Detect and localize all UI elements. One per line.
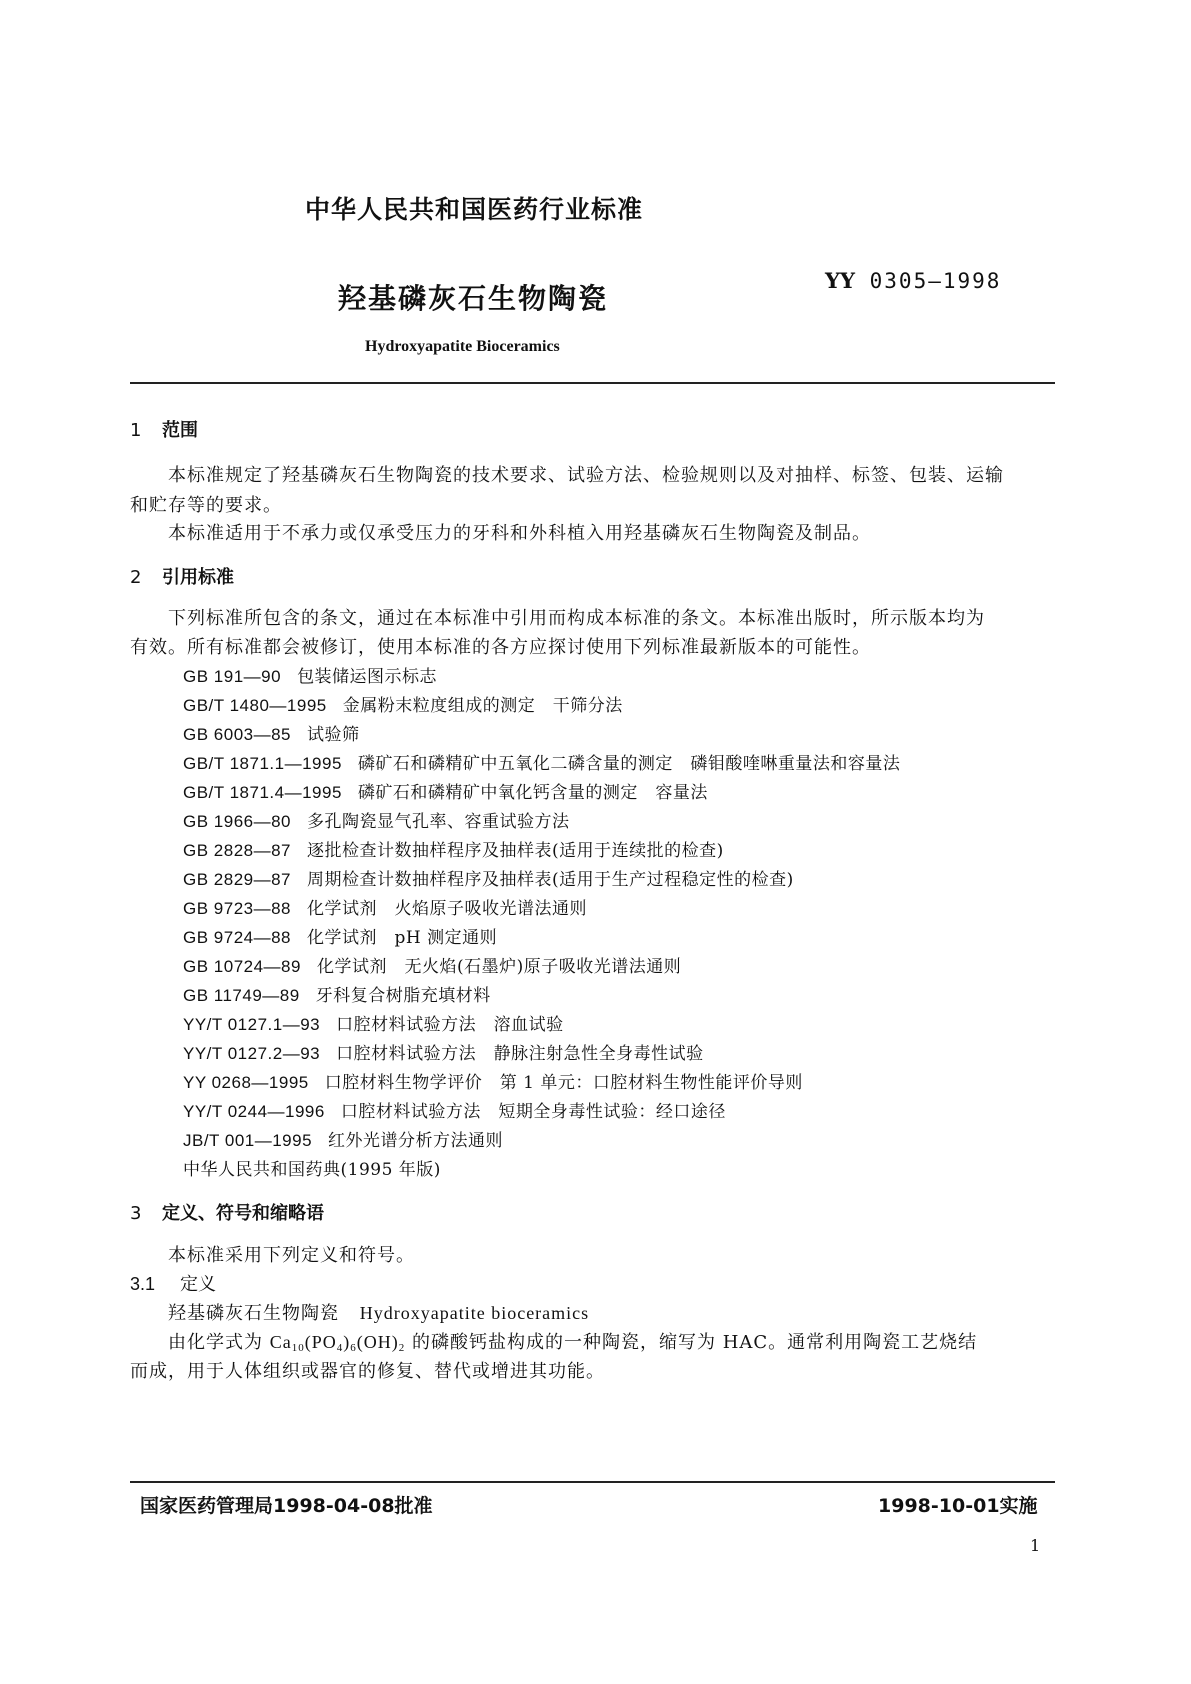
reference-code: JB/T 001—1995 [183,1131,313,1150]
reference-code: GB 11749—89 [183,986,300,1005]
formula-part: (PO [304,1332,337,1352]
section-3-heading [130,1199,324,1225]
reference-name: 化学试剂 无火焰(石墨炉)原子吸收光谱法通则 [316,957,682,977]
refs-intro-line: 有效。所有标准都会被修订，使用本标准的各方应探讨使用下列标准最新版本的可能性。 [130,637,871,658]
reference-code: GB/T 1871.1—1995 [183,754,342,773]
reference-name: 试验筛 [307,725,360,745]
reference-item [183,1097,726,1122]
reference-name: 包装储运图示标志 [297,667,438,687]
reference-name: 磷矿石和磷精矿中五氧化二磷含量的测定 磷钼酸喹啉重量法和容量法 [357,754,901,774]
section-number: 2 [130,567,142,588]
scope-paragraph-line: 和贮存等的要求。 [130,495,282,516]
reference-code: YY/T 0127.2—93 [183,1044,321,1063]
term-english: Hydroxyapatite bioceramics [359,1303,590,1323]
reference-item [183,778,708,803]
reference-code: GB 191—90 [183,667,282,686]
reference-item [183,1126,503,1151]
reference-item [183,952,681,977]
reference-name: 口腔材料试验方法 溶血试验 [336,1015,564,1035]
subsection-number: 3.1 [130,1274,156,1294]
reference-item [183,1010,564,1035]
reference-name: 口腔材料试验方法 短期全身毒性试验：经口途径 [340,1102,726,1122]
reference-item [183,836,724,861]
subsection-title: 定义 [180,1274,216,1295]
standard-code: 0305—1998 [869,269,1002,293]
subsection-3-1-heading [130,1270,216,1296]
page-number: 1 [1030,1536,1041,1555]
reference-code: GB 10724—89 [183,957,301,976]
reference-item [183,981,491,1006]
reference-item [183,923,497,948]
approval-date: 国家医药管理局1998-04-08批准 [140,1495,433,1517]
reference-name: 中华人民共和国药典(1995 年版) [183,1160,441,1180]
refs-intro-line: 下列标准所包含的条文，通过在本标准中引用而构成本标准的条文。本标准出版时，所示版本均为 [168,608,985,629]
defs-intro: 本标准采用下列定义和符号。 [168,1245,415,1266]
section-number: 1 [130,420,142,441]
reference-name: 化学试剂 pH 测定通则 [307,928,498,948]
section-title: 引用标准 [162,567,234,588]
reference-name: 化学试剂 火焰原子吸收光谱法通则 [307,899,588,919]
section-1-heading [130,416,198,442]
reference-code: GB 2828—87 [183,841,292,860]
term-chinese: 羟基磷灰石生物陶瓷 [168,1303,339,1324]
standard-prefix: YY [825,268,855,293]
scope-paragraph: 本标准适用于不承力或仅承受压力的牙科和外科植入用羟基磷灰石生物陶瓷及制品。 [168,523,871,544]
section-title: 定义、符号和缩略语 [162,1203,324,1224]
reference-item [183,1068,803,1093]
reference-item [183,894,587,919]
reference-code: GB 6003—85 [183,725,292,744]
reference-item [183,720,360,745]
reference-code: GB/T 1480—1995 [183,696,327,715]
reference-name: 牙科复合树脂充填材料 [315,986,491,1006]
english-title: Hydroxyapatite Bioceramics [365,338,560,355]
section-title: 范围 [162,420,198,441]
formula-part: Ca [269,1332,292,1352]
formula-part: ) [343,1332,351,1352]
reference-item [183,691,623,716]
reference-name: 口腔材料试验方法 静脉注射急性全身毒性试验 [336,1044,704,1064]
definition-text: 由化学式为 [168,1332,270,1353]
reference-name: 多孔陶瓷显气孔率、容重试验方法 [307,812,570,832]
definition-line [168,1328,977,1354]
reference-code: YY/T 0127.1—93 [183,1015,321,1034]
standard-category-title: 中华人民共和国医药行业标准 [305,195,644,224]
standard-number [825,268,1001,293]
reference-name: 口腔材料生物学评价 第 1 单元：口腔材料生物性能评价导则 [324,1073,803,1093]
reference-code: GB 1966—80 [183,812,292,831]
section-2-heading [130,563,234,589]
reference-item [183,1039,704,1064]
reference-item [183,749,900,774]
formula-subscript: 6 [350,1342,357,1354]
reference-code: GB/T 1871.4—1995 [183,783,342,802]
scope-paragraph-line: 本标准规定了羟基磷灰石生物陶瓷的技术要求、试验方法、检验规则以及对抽样、标签、包装、运输 [168,465,1004,486]
reference-code: YY 0268—1995 [183,1073,309,1092]
reference-code: YY/T 0244—1996 [183,1102,325,1121]
formula-subscript: 2 [398,1342,406,1354]
definition-term [168,1299,589,1325]
reference-name: 周期检查计数抽样程序及抽样表(适用于生产过程稳定性的检查) [307,870,794,890]
section-number: 3 [130,1203,142,1224]
formula-subscript: 10 [291,1342,305,1354]
reference-code: GB 9724—88 [183,928,292,947]
reference-item [183,1155,441,1180]
footer-divider [130,1481,1055,1483]
formula-subscript: 4 [336,1342,344,1354]
effective-date: 1998-10-01实施 [878,1495,1038,1517]
reference-code: GB 9723—88 [183,899,292,918]
reference-name: 逐批检查计数抽样程序及抽样表(适用于连续批的检查) [307,841,724,861]
reference-name: 金属粉末粒度组成的测定 干筛分法 [342,696,623,716]
reference-code: GB 2829—87 [183,870,292,889]
definition-line: 而成，用于人体组织或器官的修复、替代或增进其功能。 [130,1361,605,1382]
chemical-formula [270,1332,406,1352]
definition-text: 的磷酸钙盐构成的一种陶瓷，缩写为 HAC。通常利用陶瓷工艺烧结 [405,1332,978,1353]
header-divider [130,382,1055,384]
reference-item [183,807,570,832]
reference-item [183,865,794,890]
document-title: 羟基磷灰石生物陶瓷 [338,282,609,315]
reference-name: 红外光谱分析方法通则 [328,1131,504,1151]
reference-name: 磷矿石和磷精矿中氧化钙含量的测定 容量法 [357,783,708,803]
reference-item [183,662,437,687]
formula-part: (OH) [356,1332,399,1352]
